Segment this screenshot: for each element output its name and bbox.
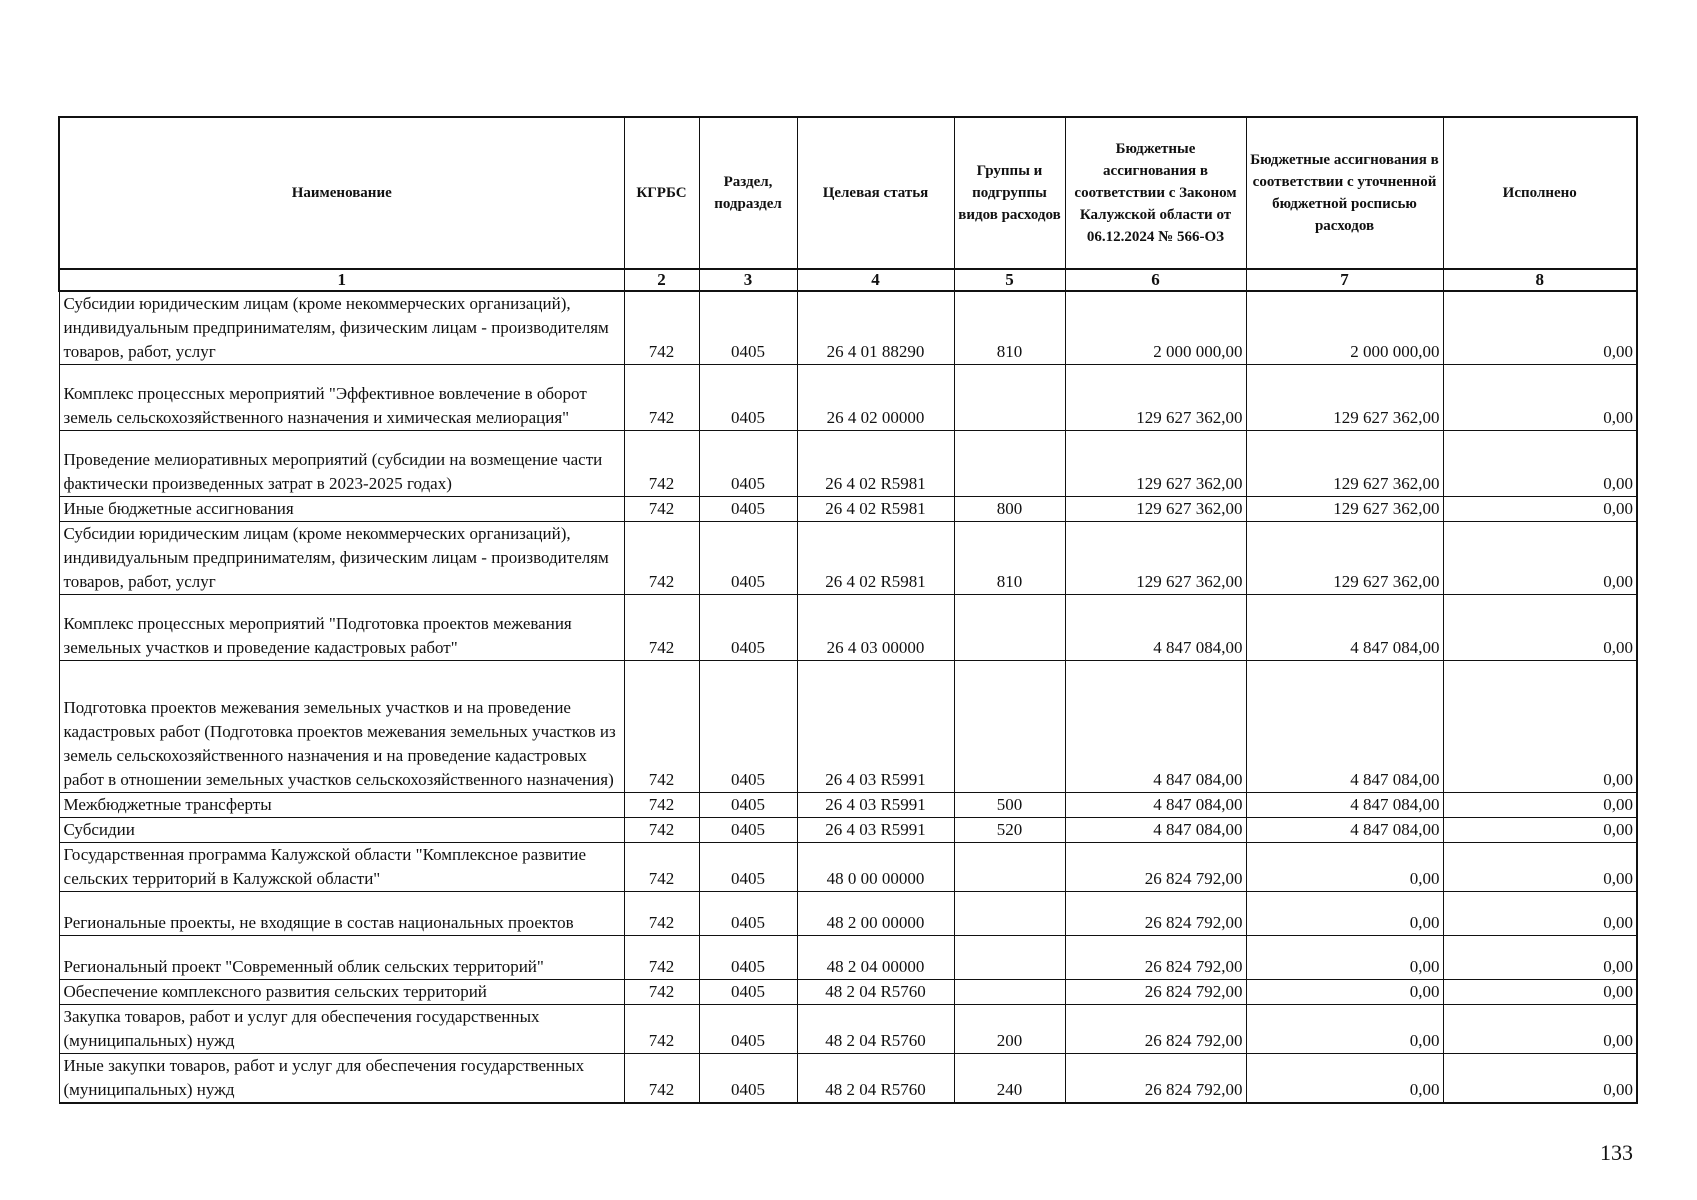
row-razdel: 0405 [699,843,797,892]
row-vid: 200 [954,1005,1065,1054]
row-razdel: 0405 [699,661,797,793]
row-ispolneno-amount: 0,00 [1443,793,1637,818]
table-row [59,936,1637,980]
row-rospis-amount: 0,00 [1246,1005,1443,1054]
row-name: Иные бюджетные ассигнования [59,497,624,522]
row-ispolneno-amount: 0,00 [1443,661,1637,793]
header-rospis: Бюджетные ассигнования в соответствии с уточненной бюджетной росписью расходов [1246,117,1443,269]
row-name: Субсидии юридическим лицам (кроме некоммерческих организаций), индивидуальным предпринимателям, физическим лицам - производителям товаров, работ, услуг [59,291,624,365]
row-ispolneno-amount: 0,00 [1443,522,1637,595]
row-kgrbs: 742 [624,1005,699,1054]
row-kgrbs: 742 [624,818,699,843]
row-razdel: 0405 [699,793,797,818]
row-kgrbs: 742 [624,793,699,818]
table-row [59,818,1637,843]
table-row [59,291,1637,365]
column-number: 3 [699,269,797,291]
row-kgrbs: 742 [624,291,699,365]
row-ispolneno-amount: 0,00 [1443,595,1637,661]
row-name: Иные закупки товаров, работ и услуг для обеспечения государственных (муниципальных) нужд [59,1054,624,1104]
column-number: 8 [1443,269,1637,291]
row-ispolneno-amount: 0,00 [1443,892,1637,936]
column-number: 2 [624,269,699,291]
row-kgrbs: 742 [624,843,699,892]
table-row [59,431,1637,497]
row-razdel: 0405 [699,365,797,431]
row-vid [954,661,1065,793]
row-kgrbs: 742 [624,980,699,1005]
page-number: 133 [1600,1140,1633,1165]
row-ispolneno-amount: 0,00 [1443,1054,1637,1104]
row-zakon-amount: 26 824 792,00 [1065,1054,1246,1104]
row-rospis-amount: 129 627 362,00 [1246,365,1443,431]
row-name: Межбюджетные трансферты [59,793,624,818]
row-celevaya: 26 4 03 R5991 [797,793,954,818]
row-ispolneno-amount: 0,00 [1443,936,1637,980]
row-razdel: 0405 [699,497,797,522]
row-celevaya: 48 2 00 00000 [797,892,954,936]
row-name: Комплекс процессных мероприятий "Эффективное вовлечение в оборот земель сельскохозяйственного назначения и химическая мелиорация" [59,365,624,431]
row-zakon-amount: 26 824 792,00 [1065,892,1246,936]
table-row [59,497,1637,522]
row-celevaya: 26 4 03 00000 [797,595,954,661]
row-razdel: 0405 [699,431,797,497]
row-kgrbs: 742 [624,936,699,980]
row-razdel: 0405 [699,818,797,843]
row-ispolneno-amount: 0,00 [1443,818,1637,843]
row-name: Региональные проекты, не входящие в состав национальных проектов [59,892,624,936]
row-razdel: 0405 [699,892,797,936]
header-razdel: Раздел, подраздел [699,117,797,269]
table-row [59,1005,1637,1054]
row-vid [954,431,1065,497]
row-zakon-amount: 129 627 362,00 [1065,365,1246,431]
table-row [59,843,1637,892]
row-rospis-amount: 0,00 [1246,1054,1443,1104]
row-vid [954,365,1065,431]
table-row [59,661,1637,793]
row-razdel: 0405 [699,980,797,1005]
row-celevaya: 26 4 03 R5991 [797,818,954,843]
row-rospis-amount: 4 847 084,00 [1246,818,1443,843]
row-zakon-amount: 4 847 084,00 [1065,793,1246,818]
row-name: Проведение мелиоративных мероприятий (субсидии на возмещение части фактически произведенных затрат в 2023-2025 годах) [59,431,624,497]
row-razdel: 0405 [699,1054,797,1104]
row-celevaya: 26 4 03 R5991 [797,661,954,793]
row-celevaya: 48 2 04 R5760 [797,1054,954,1104]
row-razdel: 0405 [699,1005,797,1054]
row-kgrbs: 742 [624,522,699,595]
table-row [59,522,1637,595]
row-rospis-amount: 0,00 [1246,936,1443,980]
header-zakon: Бюджетные ассигнования в соответствии с Законом Калужской области от 06.12.2024 № 566-ОЗ [1065,117,1246,269]
column-number: 1 [59,269,624,291]
table-row [59,793,1637,818]
row-vid [954,892,1065,936]
row-zakon-amount: 26 824 792,00 [1065,980,1246,1005]
row-vid [954,936,1065,980]
column-number: 7 [1246,269,1443,291]
row-zakon-amount: 4 847 084,00 [1065,661,1246,793]
row-zakon-amount: 4 847 084,00 [1065,818,1246,843]
row-rospis-amount: 129 627 362,00 [1246,522,1443,595]
row-ispolneno-amount: 0,00 [1443,980,1637,1005]
row-zakon-amount: 26 824 792,00 [1065,936,1246,980]
row-razdel: 0405 [699,522,797,595]
row-rospis-amount: 4 847 084,00 [1246,793,1443,818]
row-vid [954,843,1065,892]
row-kgrbs: 742 [624,661,699,793]
row-vid [954,595,1065,661]
row-kgrbs: 742 [624,1054,699,1104]
header-ispolneno: Исполнено [1443,117,1637,269]
row-kgrbs: 742 [624,892,699,936]
row-vid: 520 [954,818,1065,843]
row-name: Субсидии юридическим лицам (кроме некоммерческих организаций), индивидуальным предпринимателям, физическим лицам - производителям товаров, работ, услуг [59,522,624,595]
row-zakon-amount: 129 627 362,00 [1065,431,1246,497]
row-ispolneno-amount: 0,00 [1443,1005,1637,1054]
row-zakon-amount: 4 847 084,00 [1065,595,1246,661]
row-rospis-amount: 0,00 [1246,892,1443,936]
table-row [59,980,1637,1005]
column-number-row [59,269,1637,291]
row-kgrbs: 742 [624,431,699,497]
row-name: Подготовка проектов межевания земельных участков и на проведение кадастровых работ (Подготовка проектов межевания земельных участков из земель сельскохозяйственного назначения и на проведение кадастровых работ в отношении земельных участков сельскохозяйственного назначения) [59,661,624,793]
table-row [59,1054,1637,1104]
row-kgrbs: 742 [624,497,699,522]
row-vid: 240 [954,1054,1065,1104]
row-name: Комплекс процессных мероприятий "Подготовка проектов межевания земельных участков и проведение кадастровых работ" [59,595,624,661]
row-rospis-amount: 4 847 084,00 [1246,595,1443,661]
row-name: Обеспечение комплексного развития сельских территорий [59,980,624,1005]
row-vid: 500 [954,793,1065,818]
row-vid: 800 [954,497,1065,522]
row-ispolneno-amount: 0,00 [1443,365,1637,431]
row-rospis-amount: 4 847 084,00 [1246,661,1443,793]
header-row [59,117,1637,269]
row-kgrbs: 742 [624,595,699,661]
row-rospis-amount: 0,00 [1246,980,1443,1005]
row-celevaya: 26 4 02 R5981 [797,431,954,497]
column-number: 4 [797,269,954,291]
row-kgrbs: 742 [624,365,699,431]
row-zakon-amount: 26 824 792,00 [1065,1005,1246,1054]
row-celevaya: 26 4 02 R5981 [797,522,954,595]
row-name: Закупка товаров, работ и услуг для обеспечения государственных (муниципальных) нужд [59,1005,624,1054]
row-ispolneno-amount: 0,00 [1443,431,1637,497]
header-vid: Группы и подгруппы видов расходов [954,117,1065,269]
row-vid: 810 [954,291,1065,365]
budget-sheet [58,116,1636,1104]
row-razdel: 0405 [699,595,797,661]
header-name: Наименование [59,117,624,269]
row-celevaya: 26 4 01 88290 [797,291,954,365]
row-celevaya: 26 4 02 R5981 [797,497,954,522]
row-name: Государственная программа Калужской области "Комплексное развитие сельских территорий в Калужской области" [59,843,624,892]
row-vid [954,980,1065,1005]
table-row [59,892,1637,936]
row-ispolneno-amount: 0,00 [1443,843,1637,892]
column-number: 6 [1065,269,1246,291]
row-zakon-amount: 26 824 792,00 [1065,843,1246,892]
table-row [59,365,1637,431]
row-celevaya: 26 4 02 00000 [797,365,954,431]
budget-table [58,116,1638,1104]
row-razdel: 0405 [699,291,797,365]
row-zakon-amount: 129 627 362,00 [1065,497,1246,522]
row-rospis-amount: 129 627 362,00 [1246,497,1443,522]
header-kgrbs: КГРБС [624,117,699,269]
row-name: Региональный проект "Современный облик сельских территорий" [59,936,624,980]
row-rospis-amount: 129 627 362,00 [1246,431,1443,497]
column-number: 5 [954,269,1065,291]
header-celevaya: Целевая статья [797,117,954,269]
table-body [59,291,1637,1103]
row-celevaya: 48 2 04 R5760 [797,1005,954,1054]
table-row [59,595,1637,661]
row-zakon-amount: 2 000 000,00 [1065,291,1246,365]
row-ispolneno-amount: 0,00 [1443,291,1637,365]
row-celevaya: 48 2 04 R5760 [797,980,954,1005]
row-name: Субсидии [59,818,624,843]
row-razdel: 0405 [699,936,797,980]
row-vid: 810 [954,522,1065,595]
row-ispolneno-amount: 0,00 [1443,497,1637,522]
row-celevaya: 48 2 04 00000 [797,936,954,980]
row-zakon-amount: 129 627 362,00 [1065,522,1246,595]
row-celevaya: 48 0 00 00000 [797,843,954,892]
row-rospis-amount: 2 000 000,00 [1246,291,1443,365]
row-rospis-amount: 0,00 [1246,843,1443,892]
